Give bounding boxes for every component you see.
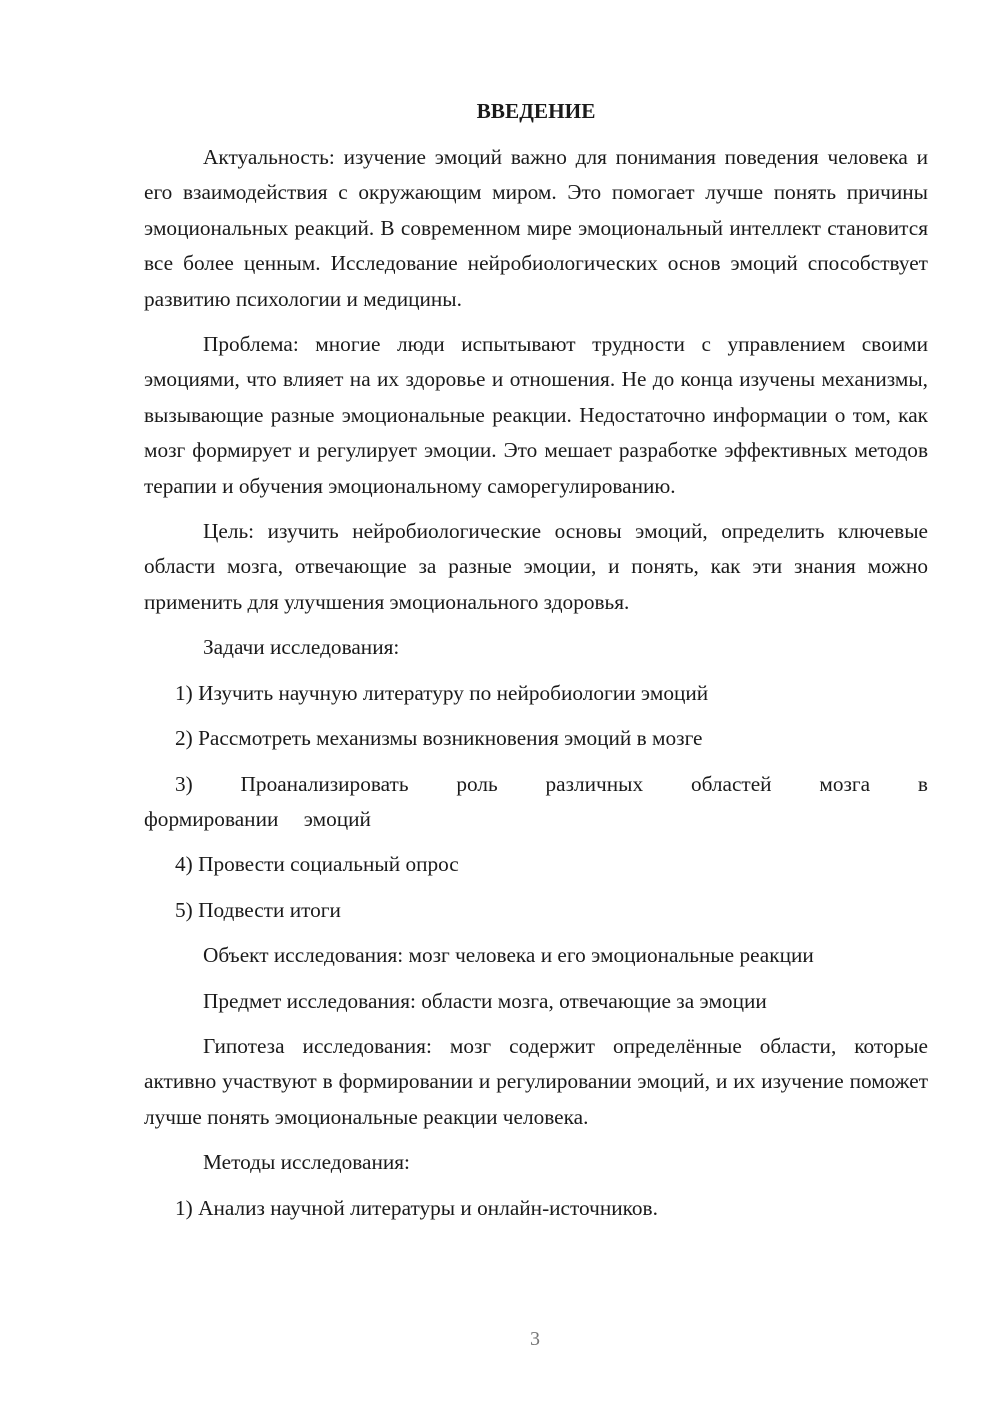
task-item-1: 1) Изучить научную литературу по нейробиологии эмоций bbox=[175, 680, 709, 705]
task-item-4: 4) Провести социальный опрос bbox=[175, 852, 459, 877]
page-number: 3 bbox=[530, 1328, 540, 1350]
object-paragraph: Объект исследования: мозг человека и его эмоциональные реакции bbox=[203, 943, 814, 968]
method-item-1: 1) Анализ научной литературы и онлайн-источников. bbox=[175, 1195, 658, 1220]
relevance-paragraph: Актуальность: изучение эмоций важно для понимания поведения человека и его взаимодействия с окружающим миром. Это помогает лучше понять причины эмоциональных реакций. В современном мире эмоциональный интеллект становится все более ценным. Исследование нейробиологических основ эмоций способствует развитию психологии и медицины. bbox=[144, 145, 928, 311]
goal-paragraph: Цель: изучить нейробиологические основы эмоций, определить ключевые области мозга, отвечающие за разные эмоции, и понять, как эти знания можно применить для улучшения эмоционального здоровья. bbox=[144, 519, 928, 614]
task-item-3: 3) Проанализировать роль различных областей мозга в формировании эмоций bbox=[144, 771, 928, 831]
subject-paragraph: Предмет исследования: области мозга, отвечающие за эмоции bbox=[203, 988, 767, 1013]
methods-title: Методы исследования: bbox=[203, 1150, 410, 1175]
hypothesis-paragraph: Гипотеза исследования: мозг содержит определённые области, которые активно участвуют в формировании и регулировании эмоций, и их изучение поможет лучше понять эмоциональные реакции человека. bbox=[144, 1033, 928, 1129]
problem-paragraph: Проблема: многие люди испытывают трудности с управлением своими эмоциями, что влияет на их здоровье и отношения. Не до конца изучены механизмы, вызывающие разные эмоциональные реакции. Недостаточно информации о том, как мозг формирует и регулирует эмоции. Это мешает разработке эффективных методов терапии и обучения эмоциональному саморегулированию. bbox=[144, 332, 928, 498]
tasks-title: Задачи исследования: bbox=[203, 635, 400, 660]
page-body bbox=[144, 94, 928, 1236]
section-heading: ВВЕДЕНИЕ bbox=[476, 99, 596, 123]
task-item-2: 2) Рассмотреть механизмы возникновения эмоций в мозге bbox=[175, 726, 703, 751]
task-item-5: 5) Подвести итоги bbox=[175, 897, 341, 922]
